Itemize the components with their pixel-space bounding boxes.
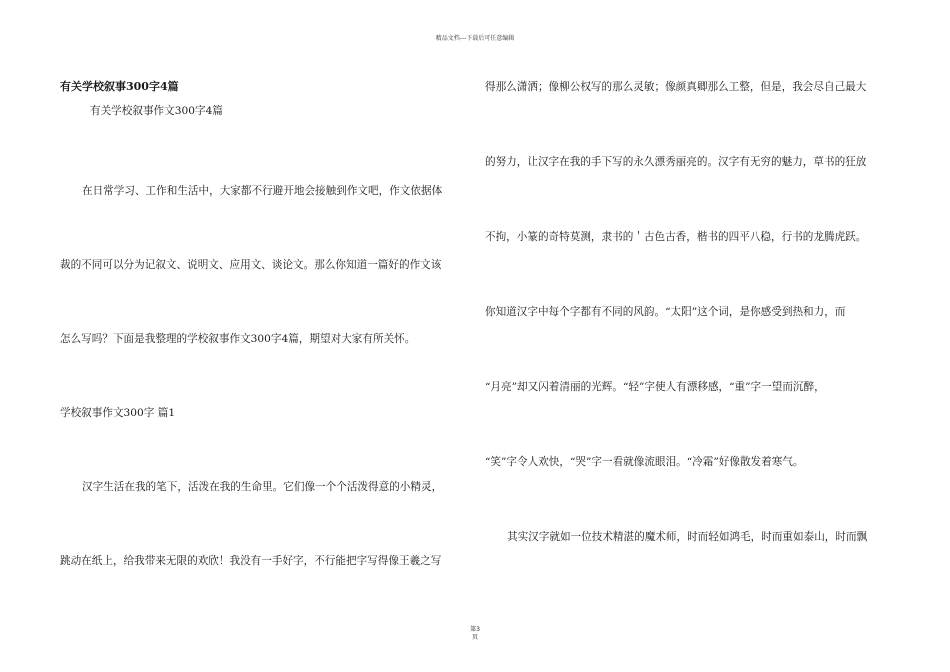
paragraph-line: 裁的不同可以分为记叙文、说明文、应用文、谈论文。那么你知道一篇好的作文该 [60,259,442,271]
page-number-label: 第3 [470,626,480,633]
document-title: 有关学校叙事300字4篇 [60,80,179,93]
paragraph-line: 得那么潇洒；像柳公权写的那么灵敏；像颜真卿那么工整，但是，我会尽自己最大 [485,81,867,93]
section-heading: 学校叙事作文300字 篇1 [60,407,176,419]
paragraph-line: “月亮”却又闪着清丽的光辉。“轻”字使人有漂移感，“重”字一望而沉醉， [485,381,825,393]
paragraph-line: 的努力，让汉字在我的手下写的永久漂秀丽亮的。汉字有无穷的魅力，草书的狂放 [485,156,867,168]
page-number-suffix: 页 [471,634,478,641]
paragraph-line: 怎么写吗？下面是我整理的学校叙事作文300字4篇，期望对大家有所关怀。 [60,333,416,345]
paragraph-line: 在日常学习、工作和生活中，大家都不行避开地会接触到作文吧，作文依据体 [82,185,443,197]
paragraph-line: “笑”字令人欢快，“哭”字一看就像流眼泪。“冷霜”好像散发着寒气。 [485,456,804,468]
paragraph-line: 你知道汉字中每个字都有不同的风韵。“太阳”这个词，是你感受到热和力，而 [485,306,846,318]
paragraph-line: 汉字生活在我的笔下，活泼在我的生命里。它们像一个个活泼得意的小精灵， [82,481,443,493]
paragraph-line: 不拘，小篆的奇特莫测，隶书的＇古色古香，楷书的四平八稳，行书的龙腾虎跃。 [485,231,867,243]
paragraph-line: 跳动在纸上，给我带来无限的欢欣！我没有一手好字，不行能把字写得像王羲之写 [60,555,442,567]
paragraph-line: 其实汉字就如一位技术精湛的魔术师，时而轻如鸿毛，时而重如泰山，时而飘 [507,531,868,543]
page-number [455,626,495,642]
document-subtitle: 有关学校叙事作文300字4篇 [90,105,223,117]
page-header: 精品文档---下载后可任意编辑 [435,35,515,42]
